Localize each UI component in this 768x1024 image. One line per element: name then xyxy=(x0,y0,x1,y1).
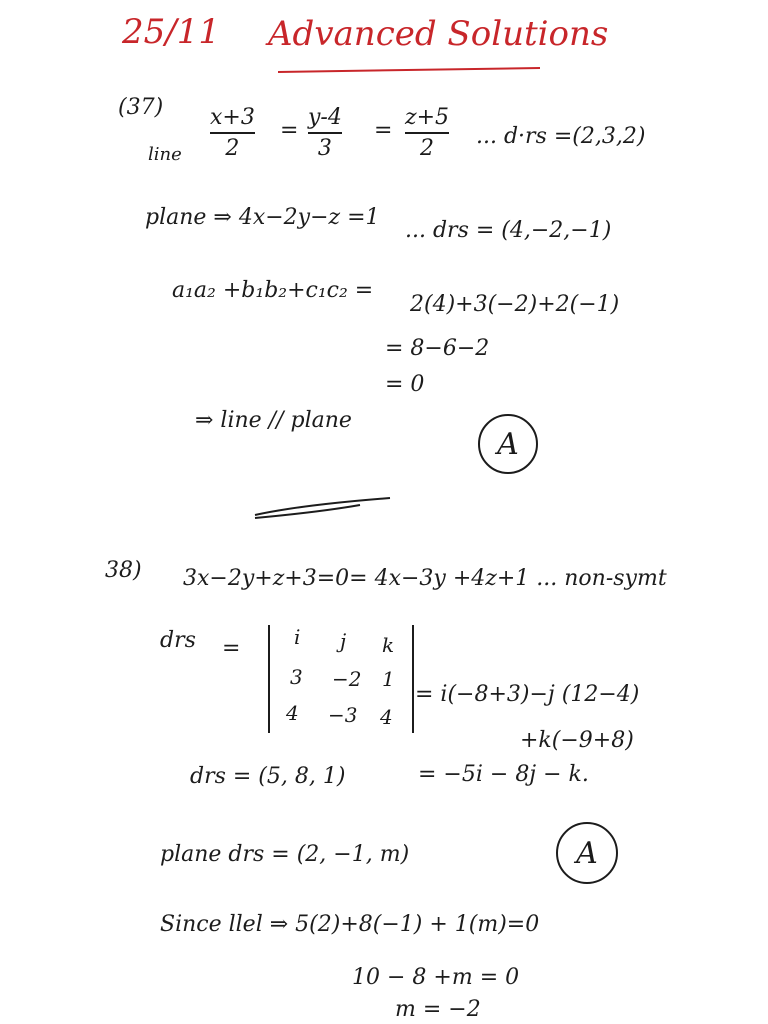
line-drs-result: drs = (5, 8, 1) xyxy=(190,764,346,789)
page-date: 25/11 xyxy=(122,12,220,52)
fraction-x-denominator: 2 xyxy=(225,136,240,161)
dot-product-step-2: = 0 xyxy=(385,372,425,397)
dot-product-rhs: 2(4)+3(−2)+2(−1) xyxy=(410,292,620,317)
q38-answer-circle xyxy=(556,822,618,884)
fraction-y-denominator: 3 xyxy=(317,136,332,161)
fraction-y-numerator: y-4 xyxy=(308,105,342,130)
plane-equation: plane ⇒ 4x−2y−z =1 xyxy=(145,205,380,230)
matrix-cell: 4 xyxy=(380,705,393,729)
title-underline xyxy=(278,68,540,72)
q37-answer: A xyxy=(497,426,519,462)
fraction-bar xyxy=(308,132,342,134)
matrix-cell: k xyxy=(382,633,395,657)
page-title: Advanced Solutions xyxy=(268,14,609,54)
equals-sign: = xyxy=(280,118,299,143)
plane-direction-ratios: ... drs = (4,−2,−1) xyxy=(405,218,612,243)
parallel-condition: Since llel ⇒ 5(2)+8(−1) + 1(m)=0 xyxy=(160,912,540,937)
q38-answer: A xyxy=(576,835,598,871)
matrix-cell: j xyxy=(340,629,347,653)
expansion-line-1: = i(−8+3)−j (12−4) xyxy=(415,682,640,707)
drs-label: drs xyxy=(160,628,196,653)
matrix-cell: i xyxy=(294,625,301,649)
fraction-z-numerator: z+5 xyxy=(405,105,450,130)
matrix-cell: −2 xyxy=(332,667,362,691)
matrix-cell: 4 xyxy=(286,701,299,725)
expansion-line-2: +k(−9+8) xyxy=(520,728,634,753)
fraction-x xyxy=(210,105,255,161)
q37-answer-circle xyxy=(478,414,538,474)
fraction-bar xyxy=(405,132,449,134)
q38-step-2: m = −2 xyxy=(395,997,481,1022)
fraction-bar xyxy=(210,132,255,134)
q38-equation: 3x−2y+z+3=0= 4x−3y +4z+1 ... non-symt xyxy=(183,566,667,591)
fraction-z-denominator: 2 xyxy=(420,136,435,161)
fraction-y xyxy=(308,105,342,161)
dot-product-lhs: a₁a₂ +b₁b₂+c₁c₂ = xyxy=(172,278,374,303)
matrix-cell: 1 xyxy=(382,667,395,691)
expansion-result: = −5i − 8j − k. xyxy=(418,762,589,787)
determinant xyxy=(268,625,414,733)
separator-stroke-top xyxy=(255,498,390,515)
equals-sign: = xyxy=(374,118,393,143)
dot-product-step-1: = 8−6−2 xyxy=(385,336,490,361)
fraction-x-numerator: x+3 xyxy=(210,105,255,130)
matrix-cell: 3 xyxy=(290,665,303,689)
fraction-z xyxy=(405,105,449,161)
plane-drs: plane drs = (2, −1, m) xyxy=(160,842,410,867)
line-direction-ratios: ... d·rs =(2,3,2) xyxy=(476,124,646,149)
q38-step-1: 10 − 8 +m = 0 xyxy=(352,965,520,990)
q37-conclusion: ⇒ line // plane xyxy=(195,408,352,433)
drs-equals: = xyxy=(222,636,241,661)
question-38-number: 38) xyxy=(105,558,142,583)
matrix-cell: −3 xyxy=(328,703,358,727)
line-label: line xyxy=(148,144,182,165)
question-37-number: (37) xyxy=(118,95,164,120)
